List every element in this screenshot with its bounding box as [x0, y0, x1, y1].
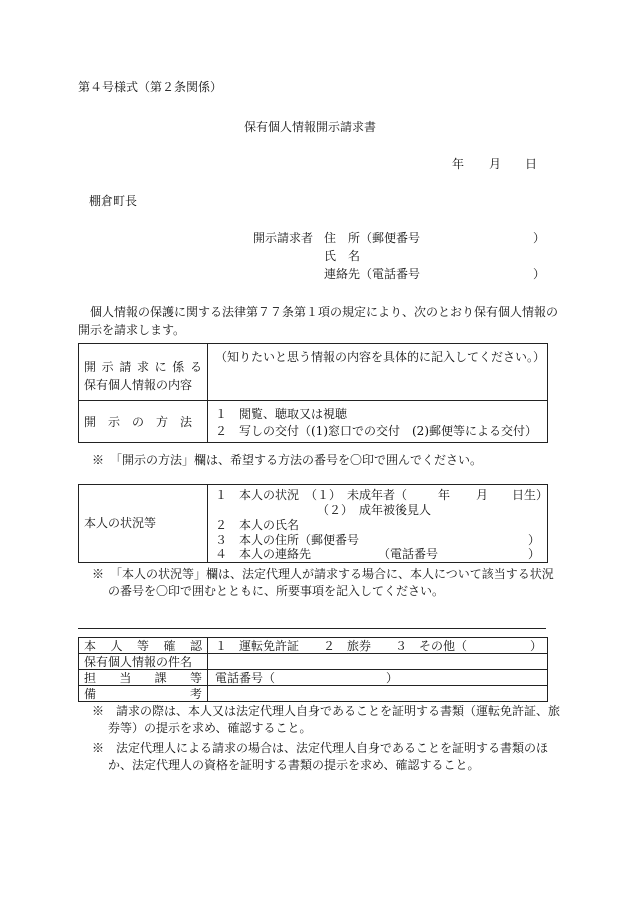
birth-month-label: 月 [476, 488, 489, 502]
principal-status-content-cell[interactable] [208, 485, 548, 563]
office-use-separator [78, 628, 546, 629]
identity-check-label-cell [79, 638, 208, 654]
note-method: ※ 「開示の方法」欄は、希望する方法の番号を〇印で囲んでください。 [92, 453, 483, 467]
department-label-cell [79, 670, 208, 686]
request-content-label-1: 開 示 請 求 に 係 る [84, 360, 202, 374]
principal-address-close: ） [528, 533, 541, 547]
form-number: 第４号様式（第２条関係） [78, 80, 223, 94]
principal-name-line: ２ 本人の氏名 [215, 518, 300, 532]
note-agent-line-1: ※ 法定代理人による請求の場合は、法定代理人自身であることを証明する書類のほ [92, 741, 549, 755]
requester-label: 開示請求者 [253, 231, 314, 245]
request-content-label-cell [79, 344, 208, 401]
identity-check-label: 本 人 等 確 認 [84, 639, 202, 653]
department-label: 担 当 課 等 [84, 671, 202, 685]
note-status-line-2: の番号を〇印で囲むとともに、所要事項を記入してください。 [108, 584, 445, 598]
department-phone-close: ） [386, 671, 399, 685]
principal-status-table [78, 484, 548, 563]
remarks-label-cell [79, 686, 208, 702]
principal-contact-line: ４ 本人の連絡先 [215, 547, 312, 561]
identity-check-value-cell[interactable] [208, 638, 548, 654]
method-option-2[interactable]: ２ 写しの交付（(1)窓口での交付 (2)郵便等による交付） [215, 424, 537, 438]
subject-label-cell [79, 654, 208, 670]
principal-status-line-2: （２） 成年被後見人 [317, 503, 432, 517]
document-title: 保有個人情報開示請求書 [244, 120, 377, 134]
request-table [78, 343, 548, 443]
requester-contact-close: ） [533, 267, 546, 281]
department-value-cell[interactable] [208, 670, 548, 686]
request-content-input-cell[interactable] [208, 344, 548, 401]
request-content-label-2: 保有個人情報の内容 [84, 378, 193, 392]
intro-line-2: 開示を請求します。 [78, 323, 186, 337]
identity-check-options: １ 運転免許証 ２ 旅券 ３ その他（ [215, 639, 468, 653]
subject-label: 保有個人情報の件名 [84, 655, 193, 669]
intro-line-1: 個人情報の保護に関する法律第７７条第１項の規定により、次のとおり保有個人情報の [90, 305, 559, 319]
note-status-line-1: ※ 「本人の状況等」欄は、法定代理人が請求する場合に、本人について該当する状況 [92, 567, 554, 581]
principal-phone-label: （電話番号 [378, 547, 439, 561]
principal-status-label: 本人の状況等 [84, 516, 157, 530]
requester-address-close: ） [533, 231, 546, 245]
requester-contact-label: 連絡先（電話番号 [324, 267, 421, 281]
remarks-value-cell[interactable] [208, 686, 548, 702]
identity-check-close: ） [530, 639, 543, 653]
requester-address-label: 住 所（郵便番号 [324, 231, 421, 245]
principal-address-line: ３ 本人の住所（郵便番号 [215, 533, 360, 547]
birth-day-label: 日生） [512, 488, 549, 502]
method-label-cell [79, 401, 208, 443]
requester-name-label: 氏 名 [324, 249, 361, 263]
date-year-label: 年 [452, 157, 465, 171]
remarks-label: 備 考 [84, 687, 202, 701]
department-phone-label: 電話番号（ [215, 671, 276, 685]
principal-contact-close: ） [528, 547, 541, 561]
birth-year-label: 年 [438, 488, 451, 502]
request-content-instruction: （知りたいと思う情報の内容を具体的に記入してください。） [215, 350, 546, 364]
method-label: 開 示 の 方 法 [84, 415, 193, 429]
note-identity-line-1: ※ 請求の際は、本人又は法定代理人自身であることを証明する書類（運転免許証、旅 [92, 704, 561, 718]
method-options-cell[interactable] [208, 401, 548, 443]
date-day-label: 日 [525, 157, 538, 171]
addressee: 棚倉町長 [89, 194, 138, 208]
principal-status-label-cell [79, 485, 208, 563]
date-month-label: 月 [489, 157, 502, 171]
note-agent-line-2: か、法定代理人の資格を証明する書類の提示を求め、確認すること。 [108, 758, 480, 772]
note-identity-line-2: 券等）の提示を求め、確認すること。 [108, 721, 312, 735]
office-use-table [78, 637, 548, 702]
subject-value-cell[interactable] [208, 654, 548, 670]
method-option-1[interactable]: １ 閲覧、聴取又は視聴 [215, 407, 348, 421]
principal-status-line-1: １ 本人の状況 （１） 未成年者（ [215, 488, 408, 502]
